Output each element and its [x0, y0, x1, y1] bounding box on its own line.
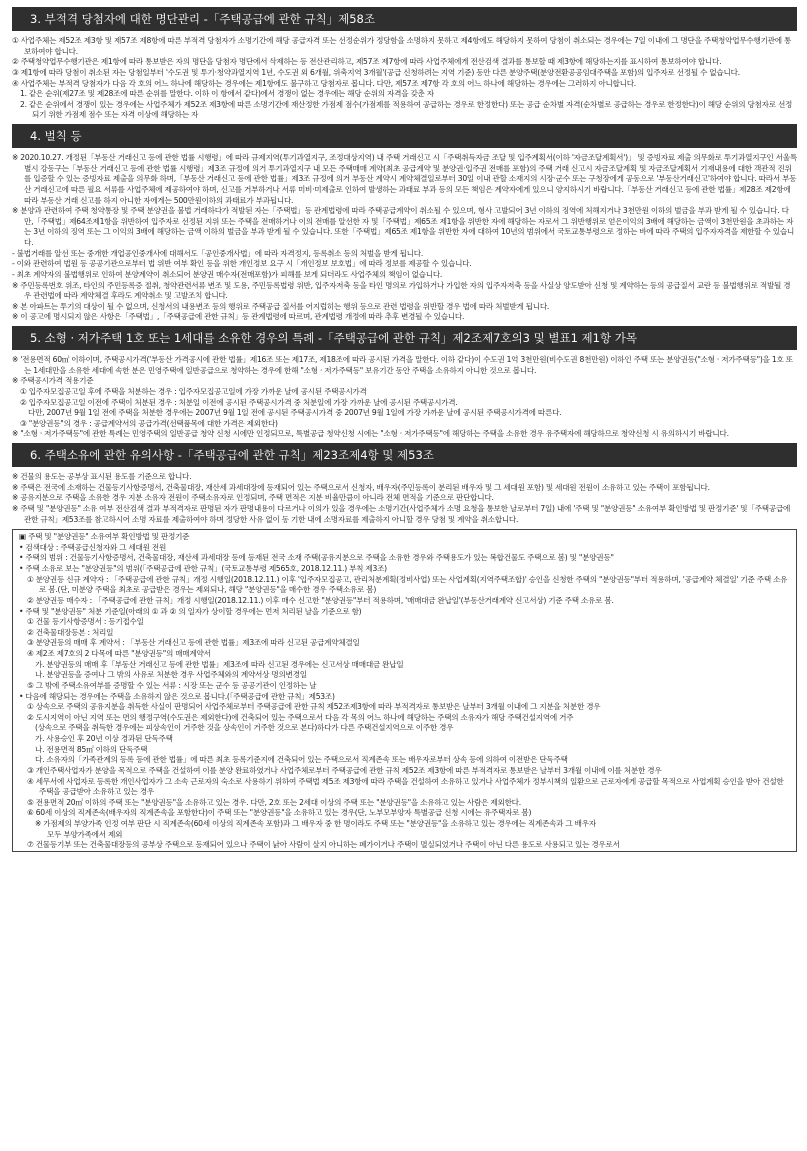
section-title: 5. 소형 · 저가주택 1호 또는 1세대를 소유한 경우의 특례 -「주택공급에 관한 규칙」제2조제7호의3 및 별표1 제1항 가목: [12, 326, 797, 350]
section-body: [12, 36, 797, 121]
section-title: 4. 벌칙 등: [12, 124, 797, 148]
notice-line: ① 사업주체는 제52조 제3항 및 제57조 제8항에 따른 부적격 당첨자가 소명기간에 해당 공급자격 또는 선정순위가 정당함을 소명하지 못하고 제4항에도 해당하지 못하여 당첨이 취소되는 경우에는 7일 이내에 그 명단을 주택청약업무수행기관에 통보하여야 합니다.: [12, 36, 792, 56]
notice-line: ※ 주택 및 "분양권등" 소유 여부 전산검색 결과 부적격자로 판명된 자가 판명내용이 다르거나 이의가 있을 경우에는 소명기간(사업주체가 소명 요청을 통보한 날로부터 7일) 내에 '주택 및 "분양권등" 소유여부 확인방법 및 판정기준' 및「주택공급에 관한 규칙」제53조를 참고하시어 소명 자료를 제출하여야 하며 정당한 사유 없이 동 기한 내에 소명자료를 제출하지 아니할 경우 당첨 및 계약을 취소합니다.: [12, 503, 791, 524]
notice-line: ※ 주택공시가격 적용기준: [12, 376, 94, 386]
notice-line: 다. 소유자의「가족관계의 등록 등에 관한 법률」에 따른 최초 등록기준지에 건축되어 있는 주택으로서 직계존속 또는 배우자로부터 상속 등에 의하여 이전받은 단독주택: [35, 755, 568, 765]
notice-line: 2. 같은 순위에서 경쟁이 있는 경우에는 사업주체가 제52조 제3항에 따른 소명기간에 재산정한 가점제 점수(가점제를 적용하여 공급하는 경우로 한정한다) 또는 공급 순차별 자격(순차별로 공급하는 경우로 한정한다)이 해당 순위의 당첨자로 선정되기 위한 가점제 점수 또는 자격 이상에 해당하는 자: [20, 99, 793, 120]
notice-line: ⑤ 전용면적 20㎡ 이하의 주택 또는 "분양권등"을 소유하고 있는 경우. 다만, 2호 또는 2세대 이상의 주택 또는 "분양권등"을 소유하고 있는 사람은 제외한다.: [27, 797, 521, 807]
notice-line: ※ 건물의 용도는 공부상 표시된 용도를 기준으로 합니다.: [12, 472, 192, 481]
notice-line: ※ 2020.10.27. 개정된「부동산 거래신고 등에 관한 법률 시행령」에 따라 규제지역(투기과열지구, 조정대상지역) 내 주택 거래신고 시「주택취득자금 조달 및 입주계획서(이하 '자금조달계획서')」 및 증빙자료 제출 의무화로 투기과열지구인 서울특별시 강동구는「부동산 거래신고 등에 관한 법률 시행령」제3조 규정에 의거 투기과열지구 내 모든 주택매매 계약(최초 공급계약 및 분양권·입주권 전매를 포함)의 주택 거래 신고시 자금조달계획 및 자금조달계획서 기재내용에 대한 객관적 진위를 입증할 수 있는 증빙자료 제출을 의무화 하며,「부동산 거래신고 등에 관한 법률」제3조 규정에 의거 부동산 계약시 계약체결일로부터 30일 이내 관할 소재지의 시장·군수 또는 구청장에게 공동으로 '부동산거래신고'하여야 합니다. 따라서 부동산 거래신고에 따른 필요 서류를 사업주체에 제공하여야 하며, 신고를 거부하거나 서류 미비·미제출로 인하여 발생하는 과태료 부과 등의 모든 책임은 계약자에게 있으니 양지하시기 바랍니다.「부동산 거래신고 등에 관한 법률」제28조 제2항에 따라 부동산 거래 신고를 하지 아니한 자에게는 500만원이하의 과태료가 부과됩니다.: [12, 153, 797, 205]
notice-line: ⑥ 60세 이상의 직계존속(배우자의 직계존속을 포함한다)이 주택 또는 "분양권등"을 소유하고 있는 경우(단, 노부모부양자 특별공급 신청 시에는 유주택자로 봄): [27, 808, 532, 818]
notice-line: ④ 세무서에 사업자로 등록한 개인사업자가 그 소속 근로자의 숙소로 사용하기 위하여 주택법 제5조 제3항에 따라 주택을 건설하여 소유하고 있거나 사업주체가 정부시책의 일환으로 근로자에게 공급할 목적으로 사업계획 승인을 받아 건설한 주택을 공급받아 소유하고 있는 경우: [27, 776, 784, 797]
notice-line: - 이와 관련하여 법원 등 공공기관으로부터 법 위반 여부 확인 등을 위한 개인정보 요구 시「개인정보 보호법」에 따라 정보를 제공할 수 있습니다.: [12, 259, 472, 269]
notice-line: ⑤ 그 밖에 주택소유여부를 증명할 수 있는 서류 : 시장 또는 군수 등 공공기관이 인정하는 날: [27, 680, 317, 690]
notice-line: • 주택의 범위 : 건물등기사항증명서, 건축물대장, 재산세 과세대장 등에 등재된 전국 소재 주택(공유지분으로 주택을 소유한 경우와 주택용도가 있는 복합건물도 주택으로 봄) 및 "분양권등": [19, 553, 614, 563]
notice-line: 가. 분양권등의 매매 후「부동산 거래신고 등에 관한 법률」제3조에 따라 신고된 경우에는 신고서상 매매대금 완납일: [35, 659, 404, 669]
notice-line: 다만, 2007년 9월 1일 전에 주택을 처분한 경우에는 2007년 9월 1일 전에 공시된 주택공시가격 중 2007년 9월 1일에 가장 가까운 날에 공시된 주택공시가격에 따른다.: [28, 408, 562, 418]
notice-line: ※ 이 공고에 명시되지 않은 사항은「주택법」,「주택공급에 관한 규칙」등 관계법령에 따르며, 관계법령 개정에 따라 추후 변경될 수 있습니다.: [12, 312, 465, 322]
notice-line: ④ 제2조 제7호의 2 다목에 따른 "분양권등"의 매매계약서: [27, 649, 211, 658]
notice-line: • 다음에 해당되는 경우에는 주택을 소유하지 않은 것으로 봅니다.(「주택공급에 관한 규칙」제53조): [19, 691, 335, 701]
notice-line: - 최초 계약자의 불법행위로 인하여 분양계약이 취소되어 분양권 매수자(전매포함)가 피해를 보게 되더라도 사업주체의 책임이 없습니다.: [12, 269, 443, 279]
notice-line: 가. 사용승인 후 20년 이상 경과된 단독주택: [35, 734, 173, 743]
notice-line: ① 건물 등기사항증명서 : 등기접수일: [27, 617, 144, 627]
notice-line: ③ 제1항에 따라 당첨이 취소된 자는 당첨일부터 '수도권 및 투기·청약과열지역 1년, 수도권 외 6개월, 위축지역 3개월'(공급 신청하려는 지역 기준) 동안 다른 분양주택(분양전환공공임대주택을 포함)의 입주자로 선정될 수 없습니다.: [12, 67, 740, 77]
notice-line: - 불법거래를 알선 또는 중개한 개업공인중개사에 대해서도「공인중개사법」에 따라 자격정지, 등록취소 등의 처벌을 받게 됩니다.: [12, 248, 423, 258]
notice-line: ※ "소형 · 저가주택등"에 관한 특례는 민영주택의 일반공급 청약 신청 시에만 인정되므로, 특별공급 청약신청 시에는 "소형 · 저가주택등"에 해당하는 주택을 소유한 경우 유주택자에 해당하므로 청약신청 시 유의하시기 바랍니다.: [12, 429, 729, 439]
notice-line: ② 도시지역이 아닌 지역 또는 면의 행정구역(수도권은 제외한다)에 건축되어 있는 주택으로서 다음 각 목의 어느 하나에 해당하는 주택의 소유자가 해당 주택건설지역에 거주: [27, 712, 574, 722]
notice-line: 나. 분양권등을 증여나 그 밖의 사유로 처분한 경우 사업주체와의 계약서상 명의변경일: [35, 670, 307, 680]
notice-line: ※ 주택은 전국에 소재하는 건물등기사항증명서, 건축물대장, 재산세 과세대장에 등재되어 있는 주택으로서 신청자, 배우자(주민등록이 분리된 배우자 및 그 세대원 포함) 및 세대원 전원이 소유하고 있는 주택이 포함됩니다.: [12, 482, 710, 492]
section-body: [12, 472, 797, 525]
notice-line: ※ 공유지분으로 주택을 소유한 경우 지분 소유자 전원이 주택소유자로 인정되며, 주택 면적은 지분 비율만큼이 아니라 전체 면적을 기준으로 판단합니다.: [12, 493, 494, 503]
notice-line: ※ '전용면적 60㎡ 이하이며, 주택공시가격('부동산 가격공시에 관한 법률」제16조 또는 제17조, 제18조에 따라 공시된 가격을 말한다. 이하 같다)이 수도권 1억 3천만원(비수도권 8천만원) 이하인 주택 또는 분양권등("소형 · 저가주택등")을 1호 또는 1세대만을 소유한 세대에 속한 분은 민영주택에 일반공급으로 청약하는 경우에 한해 "소형 · 저가주택등" 보유기간 동안 주택을 소유하지 아니한 것으로 봅니다.: [12, 355, 793, 375]
notice-line: • 주택 소유로 보는 "분양권등"의 범위(「주택공급에 관한 규칙」(국토교통부령 제565호, 2018.12.11.) 부칙 제3조): [19, 564, 387, 573]
notice-line: ※ 분양과 관련하여 주택 청약통장 및 주택 분양권을 불법 거래하다가 적발된 자는「주택법」등 관계법령에 따라 주택공급계약이 취소될 수 있으며, 형사 고발되어 3년 이하의 징역에 처해지거나 3천만원 이하의 벌금을 부과 받게 될 수 있습니다. 다만,「주택법」제64조제1항을 위반하여 입주자로 선정된 지위 또는 주택을 전매하거나 이의 전매를 알선한 자 및「주택법」제65조 제1항을 위반한 자에 해당하는 자로서 그 위반행위로 얻은이익의 3배에 해당하는 금액이 3천만원을 초과하는 자는 3년 이하의 징역 또는 그 이익의 3배에 해당하는 금액 이하의 벌금을 부과 받게 될 수 있습니다. 또한「주택법」제65조 제1항을 위반한 자에 대하여 10년의 범위에서 국토교통부령으로 정하는 바에 따라 주택의 입주자자격을 제한할 수 있습니다.: [12, 206, 795, 247]
notice-line: ① 상속으로 주택의 공유지분을 취득한 사실이 판명되어 사업주체로부터 주택공급에 관한 규칙 제52조제3항에 따라 부적격자로 통보받은 날부터 3개월 이내에 그 지분을 처분한 경우: [27, 702, 601, 712]
notice-line: ▣ 주택 및 "분양권등" 소유여부 확인방법 및 판정기준: [19, 532, 190, 542]
section-body: [12, 355, 797, 440]
notice-line: ② 분양권등 매수자 : 「주택공급에 관한 규칙」개정 시행일(2018.12.11.) 이후 매수 신고한 "분양권등"부터 적용하며, '매매대금 완납일'(부동산거래계약 신고서상) 기준 주택 소유로 봄.: [27, 595, 614, 605]
notice-line: ※ 본 아파트는 투기의 대상이 될 수 없으며, 신청서의 내용변조 등의 행위로 주택공급 질서를 어지럽히는 행위 등으로 관련 법령을 위반할 경우 법에 따라 처벌받게 됩니다.: [12, 301, 550, 311]
notice-line: ④ 사업주체는 부적격 당첨자가 다음 각 호의 어느 하나에 해당하는 경우에는 제1항에도 불구하고 당첨자로 봅니다. 다만, 제57조 제7항 각 호의 어느 하나에 해당하는 경우에는 그러하지 아니합니다.: [12, 78, 636, 88]
notice-line: ② 입주자모집공고일 이전에 주택이 처분된 경우 : 처분일 이전에 공시된 주택공시가격 중 처분일에 가장 가까운 날에 공시된 주택공시가격.: [20, 397, 458, 407]
notice-line: ② 건축물대장등본 : 처리일: [27, 627, 114, 637]
section-title: 3. 부적격 당첨자에 대한 명단관리 -「주택공급에 관한 규칙」제58조: [12, 7, 797, 31]
notice-line: ※ 가점제의 부양가족 인정 여부 판단 시 직계존속(60세 이상의 직계존속 포함)과 그 배우자 중 한 명이라도 주택 또는 "분양권등"을 소유하고 있는 경우에는 직계존속과 그 배우자: [35, 819, 596, 828]
notice-line: • 검색대상 : 주택공급신청자와 그 세대원 전원: [19, 542, 167, 552]
notice-line: 1. 같은 순위(제27조 및 제28조에 따른 순위를 말한다. 이하 이 항에서 같다)에서 경쟁이 없는 경우에는 해당 순위의 자격을 갖춘 자: [20, 89, 434, 99]
notice-line: • 주택 및 "분양권등" 처분 기준일(아래의 ① 과 ② 의 일자가 상이할 경우에는 먼저 처리된 날을 기준으로 함): [19, 606, 362, 616]
section-body: [12, 153, 797, 323]
notice-line: 나. 전용면적 85㎡ 이하의 단독주택: [35, 744, 148, 754]
notice-line: (상속으로 주택을 취득한 경우에는 피상속인이 거주한 것을 상속인이 거주한 것으로 본다)하다가 다른 주택건설지역으로 이주한 경우: [35, 723, 454, 733]
notice-line: ※ 주민등록번호 위조, 타인의 주민등록증 절취, 청약관련서류 변조 및 도용, 주민등록법령 위반, 입주자저축 등을 타인 명의로 가입하거나 가입한 자의 입주자저축 등을 사실상 양도받아 신청 및 계약하는 등의 공급질서 교란 등 불법행위로 적발될 경우 관련법에 따라 계약체결 후라도 계약취소 및 고발조치 합니다.: [12, 280, 791, 301]
notice-line: ① 입주자모집공고일 후에 주택을 처분하는 경우 : 입주자모집공고일에 가장 가까운 날에 공시된 주택공시가격: [20, 386, 367, 396]
notice-line: ③ 개인주택사업자가 분양을 목적으로 주택을 건설하여 이를 분양 완료하였거나 사업주체로부터 주택공급에 관한 규칙 제52조 제3항에 따른 부적격자로 통보받은 날부터 3개월 이내에 이를 처분한 경우: [27, 765, 662, 775]
notice-line: ② 주택청약업무수행기관은 제1항에 따라 통보받은 자의 명단을 당첨자 명단에서 삭제하는 등 전산관리하고, 제57조 제7항에 따라 사업주체에게 전산검색 결과를 통보할 때 제3항에 해당하는지를 표시하여 통보하여야 합니다.: [12, 57, 722, 67]
notice-line: ① 분양권등 신규 계약자 : 「주택공급에 관한 규칙」개정 시행일(2018.12.11.) 이후 '입주자모집공고, 관리처분계획(정비사업) 또는 사업계획(지역주택조합)' 승인을 신청한 주택의 "분양권등"부터 적용하며, '공급계약 체결일' 기준 주택 소유로 봄.(단, 미분양 주택을 최초로 공급받은 경우는 제외되나, 해당 "분양권등"을 매수한 경우 주택소유로 봄): [27, 574, 788, 595]
notice-line: ⑦ 건물등기부 또는 건축물대장등의 공부상 주택으로 등재되어 있으나 주택이 낡아 사람이 살지 아니하는 폐가이거나 주택이 멸실되었거나 주택이 아닌 다른 용도로 사용되고 있는 경우로서: [27, 840, 620, 850]
notice-line: ③ 분양권등의 매매 후 계약서 : 「부동산 거래신고 등에 관한 법률」제3조에 따라 신고된 공급계약체결일: [27, 638, 360, 648]
section-title: 6. 주택소유에 관한 유의사항 -「주택공급에 관한 규칙」제23조제4항 및 제53조: [12, 443, 797, 467]
notice-line: ③ "분양권등"의 경우 : 공급계약서의 공급가격(선택품목에 대한 가격은 제외한다): [20, 418, 278, 428]
notice-line: 모두 부양가족에서 제외: [47, 829, 123, 839]
ownership-criteria-box: [12, 529, 797, 852]
